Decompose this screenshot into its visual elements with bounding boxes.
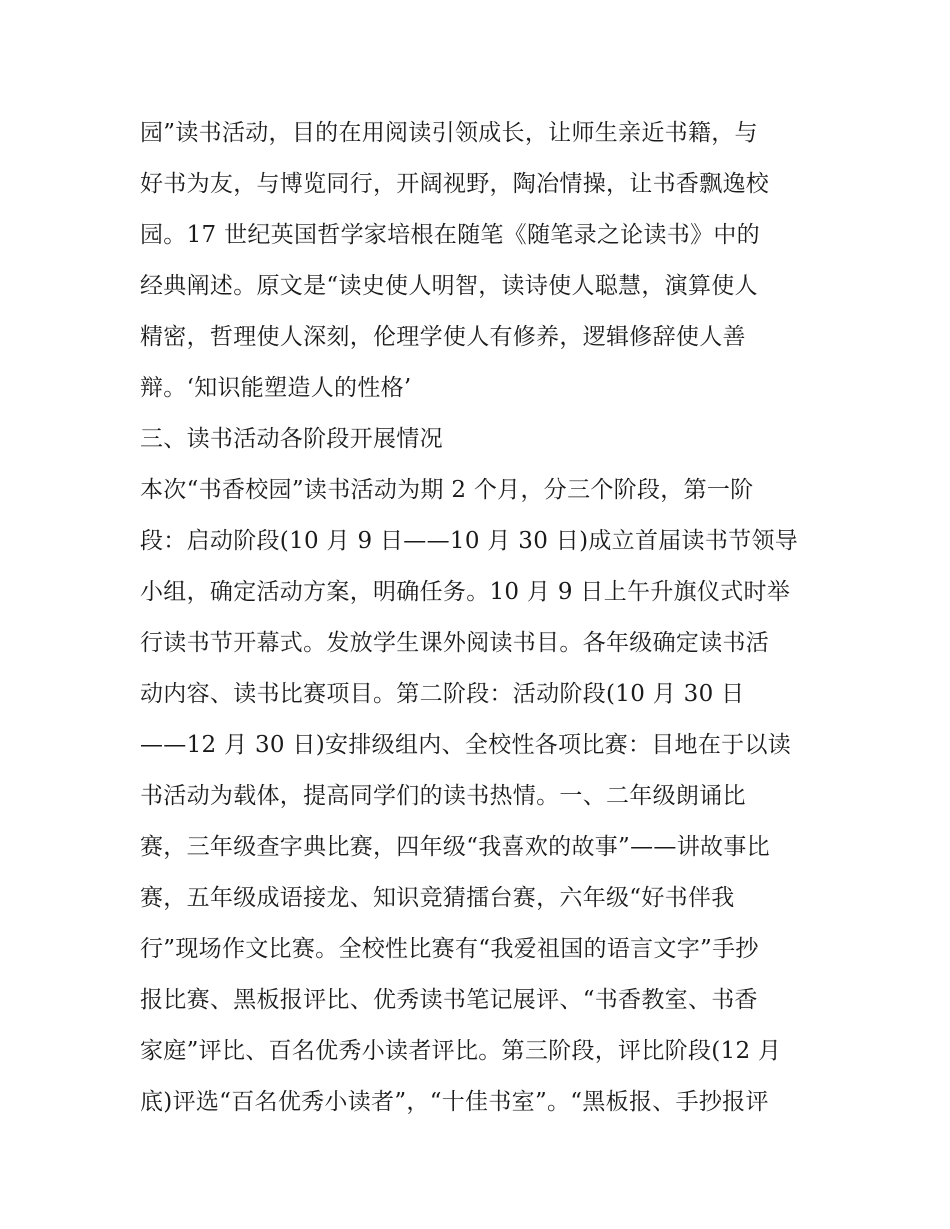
text-line: 小组，确定活动方案，明确任务。10 月 9 日上午升旗仪式时举 (140, 579, 791, 605)
document-body (140, 108, 830, 1128)
text-line: 辩。‘知识能塑造人的性格’ (140, 375, 412, 401)
text-line: 动内容、读书比赛项目。第二阶段：活动阶段(10 月 30 日 (140, 681, 745, 707)
text-line: 底)评选“百名优秀小读者”，“十佳书室”。“黑板报、手抄报评 (140, 1089, 769, 1115)
text-line: 段：启动阶段(10 月 9 日——10 月 30 日)成立首届读书节领导 (140, 528, 799, 554)
text-line: 园”读书活动，目的在用阅读引领成长，让师生亲近书籍，与 (140, 120, 758, 146)
text-line: 园。17 世纪英国哲学家培根在随笔《随笔录之论读书》中的 (140, 222, 760, 248)
text-line: 本次“书香校园”读书活动为期 2 个月，分三个阶段，第一阶 (140, 477, 754, 503)
text-line: 报比赛、黑板报评比、优秀读书笔记展评、“书香教室、书香 (140, 987, 758, 1013)
text-line: 精密，哲理使人深刻，伦理学使人有修养，逻辑修辞使人善 (140, 324, 746, 350)
section-heading: 三、读书活动各阶段开展情况 (140, 426, 443, 452)
text-line: 经典阐述。原文是“读史使人明智，读诗使人聪慧，演算使人 (140, 273, 758, 299)
text-line: 赛，五年级成语接龙、知识竞猜擂台赛，六年级“好书伴我 (140, 885, 735, 911)
text-line: ——12 月 30 日)安排级组内、全校性各项比赛：目地在于以读 (140, 732, 792, 758)
text-line: 行”现场作文比赛。全校性比赛有“我爱祖国的语言文字”手抄 (140, 936, 759, 962)
text-line: 家庭”评比、百名优秀小读者评比。第三阶段，评比阶段(12 月 (140, 1038, 782, 1064)
text-line: 赛，三年级查字典比赛，四年级“我喜欢的故事”——讲故事比 (140, 834, 770, 860)
text-line: 好书为友，与博览同行，开阔视野，陶冶情操，让书香飘逸校 (140, 171, 770, 197)
text-line: 行读书节开幕式。发放学生课外阅读书目。各年级确定读书活 (140, 630, 770, 656)
text-line: 书活动为载体，提高同学们的读书热情。一、二年级朗诵比 (140, 783, 746, 809)
